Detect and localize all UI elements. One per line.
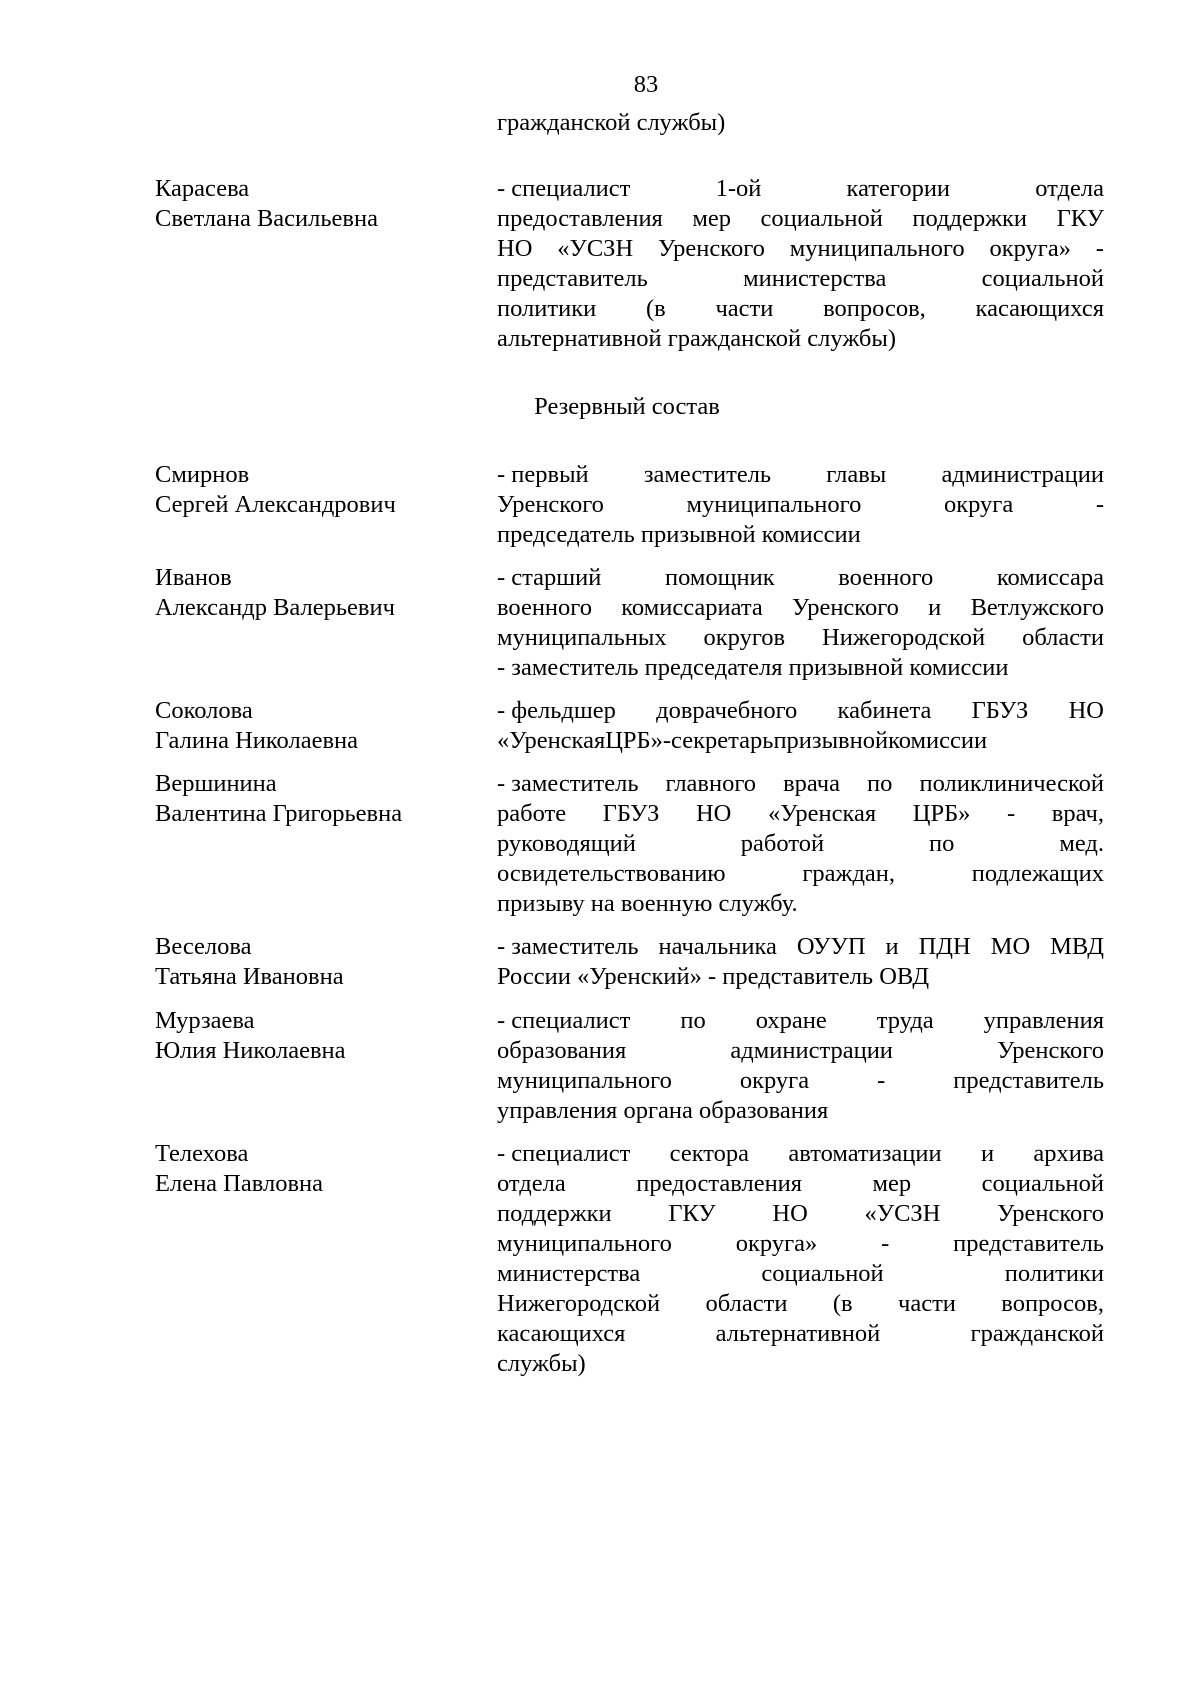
position-word: и [885, 933, 899, 960]
position-word: НО [1068, 697, 1104, 724]
position-word: - старший [497, 564, 602, 591]
position-word: - заместитель председателя призывной комиссии [497, 654, 1009, 681]
member-position [497, 460, 1104, 550]
position-line [497, 726, 1104, 756]
position-word: администрации [730, 1037, 893, 1064]
position-word: касающихся [975, 295, 1104, 322]
position-word: муниципального [497, 1230, 672, 1257]
position-word: секретарь [671, 727, 774, 754]
position-word: гражданской [970, 1320, 1104, 1347]
position-word: «УСЗН [557, 235, 634, 262]
member-name [155, 563, 475, 623]
position-word: - фельдшер [497, 697, 616, 724]
position-line [497, 1229, 1104, 1259]
position-word: работой [740, 830, 825, 857]
position-word: освидетельствованию [497, 860, 726, 887]
position-line [497, 563, 1104, 593]
position-word: министерства [497, 1260, 641, 1287]
position-line [497, 859, 1104, 889]
position-word: ГБУЗ [971, 697, 1029, 724]
position-word: - [877, 1067, 886, 1094]
position-line [497, 1139, 1104, 1169]
position-word: заместитель [643, 461, 772, 488]
position-word: сектора [669, 1140, 750, 1167]
position-word: Нижегородской [822, 624, 986, 651]
position-line [497, 204, 1104, 234]
position-line [497, 1036, 1104, 1066]
member-name [155, 1006, 475, 1066]
position-word: по [929, 830, 955, 857]
position-word: поддержки [912, 205, 1028, 232]
position-line [497, 234, 1104, 264]
position-word: НО [772, 1200, 808, 1227]
position-word: политики [1004, 1260, 1104, 1287]
member-position [497, 1006, 1104, 1126]
position-word: управления органа образования [497, 1097, 829, 1124]
position-line [497, 769, 1104, 799]
position-word: председатель призывной комиссии [497, 521, 861, 548]
position-word: ОУУП [796, 933, 866, 960]
position-word: руководящий [497, 830, 636, 857]
position-word: альтернативной [715, 1320, 881, 1347]
position-line [497, 264, 1104, 294]
position-word: «УСЗН [864, 1200, 941, 1227]
position-word: по [867, 770, 893, 797]
position-line [497, 1006, 1104, 1036]
position-word: предоставления [497, 205, 663, 232]
position-line [497, 653, 1104, 683]
position-line [497, 593, 1104, 623]
position-word: - специалист [497, 1007, 631, 1034]
position-word: части [898, 1290, 956, 1317]
position-word: администрации [941, 461, 1104, 488]
member-position [497, 174, 1104, 354]
position-word: труда [876, 1007, 934, 1034]
position-word: «Уренская [497, 727, 606, 754]
member-surname: Веселова [155, 933, 252, 960]
position-word: ПДН [918, 933, 971, 960]
position-word: - заместитель [497, 770, 639, 797]
position-word: военного [497, 594, 592, 621]
position-line [497, 1096, 1104, 1126]
position-word: граждан, [802, 860, 896, 887]
member-position [497, 1139, 1104, 1379]
position-word: врача [783, 770, 841, 797]
position-word: и [980, 1140, 995, 1167]
position-word: социальной [760, 205, 883, 232]
member-given-name: Юлия Николаевна [155, 1037, 346, 1064]
position-line [497, 889, 1104, 919]
position-word: округов [703, 624, 786, 651]
position-line [497, 520, 1104, 550]
position-line [497, 324, 1104, 354]
position-word: главы [826, 461, 887, 488]
position-word: Уренского [997, 1037, 1104, 1064]
position-word: образования [497, 1037, 627, 1064]
member-surname: Телехова [155, 1140, 249, 1167]
position-line [497, 1169, 1104, 1199]
position-word: Ветлужского [970, 594, 1104, 621]
position-word: призывной [773, 727, 889, 754]
position-word: отдела [497, 1170, 566, 1197]
position-word: социальной [761, 1260, 884, 1287]
position-word: архива [1033, 1140, 1104, 1167]
position-word: поддержки [497, 1200, 612, 1227]
member-position [497, 932, 1104, 992]
position-line [497, 174, 1104, 204]
member-surname: Иванов [155, 564, 232, 591]
position-word: автоматизации [788, 1140, 942, 1167]
member-given-name: Сергей Александрович [155, 491, 396, 518]
member-given-name: Светлана Васильевна [155, 205, 378, 232]
position-line [497, 1319, 1104, 1349]
member-given-name: Елена Павловна [155, 1170, 324, 1197]
position-word: муниципального [686, 491, 862, 518]
position-word: - специалист [497, 1140, 631, 1167]
position-word: округа» [735, 1230, 818, 1257]
member-surname: Мурзаева [155, 1007, 255, 1034]
member-position [497, 769, 1104, 919]
position-line [497, 294, 1104, 324]
position-word: округа [943, 491, 1014, 518]
position-word: ГКУ [668, 1200, 716, 1227]
position-word: социальной [981, 265, 1104, 292]
member-surname: Соколова [155, 697, 253, 724]
position-word: министерства [743, 265, 887, 292]
position-word: вопросов, [1001, 1290, 1104, 1317]
position-word: Уренского [792, 594, 899, 621]
position-word: - [1007, 800, 1016, 827]
position-word: главного [665, 770, 757, 797]
member-name [155, 696, 475, 756]
member-given-name: Валентина Григорьевна [155, 800, 403, 827]
position-word: ГКУ [1056, 205, 1104, 232]
position-line [497, 962, 1104, 992]
page-number: 83 [633, 71, 659, 98]
position-word: подлежащих [971, 860, 1104, 887]
position-word: области [1022, 624, 1104, 651]
position-word: начальника [658, 933, 777, 960]
member-name [155, 460, 475, 520]
position-line [497, 799, 1104, 829]
position-line [497, 1066, 1104, 1096]
continuation-line: гражданской службы) [497, 109, 726, 136]
position-line [497, 1289, 1104, 1319]
position-word: Уренского [657, 235, 765, 262]
position-word: социальной [981, 1170, 1104, 1197]
position-word: кабинета [837, 697, 932, 724]
member-surname: Смирнов [155, 461, 250, 488]
position-word: муниципальных [497, 624, 667, 651]
member-name [155, 769, 475, 829]
position-word: предоставления [636, 1170, 803, 1197]
member-name [155, 174, 475, 234]
position-word: работе [497, 800, 567, 827]
position-line [497, 932, 1104, 962]
position-word: «Уренская [767, 800, 877, 827]
member-name [155, 1139, 475, 1199]
position-line [497, 1349, 1104, 1379]
position-line [497, 460, 1104, 490]
position-word: округа [739, 1067, 810, 1094]
position-word: управления [983, 1007, 1104, 1034]
position-word: альтернативной гражданской службы) [497, 325, 897, 352]
position-line [497, 490, 1104, 520]
position-line [497, 1199, 1104, 1229]
position-word: России «Уренский» - представитель ОВД [497, 963, 930, 990]
position-word: муниципального [789, 235, 965, 262]
position-word: комиссариата [621, 594, 763, 621]
position-word: НО [695, 800, 732, 827]
member-given-name: Татьяна Ивановна [155, 963, 344, 990]
position-line [497, 1259, 1104, 1289]
continuation-text [497, 108, 1104, 138]
position-word: комиссии [888, 727, 988, 754]
position-word: - [1095, 491, 1104, 518]
position-word: - [881, 1230, 890, 1257]
position-word: МО [990, 933, 1031, 960]
member-given-name: Александр Валерьевич [155, 594, 395, 621]
member-name [155, 932, 475, 992]
position-word: категории [846, 175, 951, 202]
position-word: отдела [1035, 175, 1104, 202]
position-line [497, 623, 1104, 653]
reserve-heading: Резервный состав [534, 393, 720, 420]
position-word: и [928, 594, 942, 621]
position-word: доврачебного [656, 697, 798, 724]
member-surname: Карасева [155, 175, 250, 202]
position-word: помощник [665, 564, 775, 591]
position-word: мед. [1059, 830, 1104, 857]
position-word: поликлинической [919, 770, 1104, 797]
position-word: представитель [497, 265, 648, 292]
position-word: НО [497, 235, 533, 262]
position-word: области [705, 1290, 788, 1317]
position-line [497, 696, 1104, 726]
member-position [497, 696, 1104, 756]
position-word: службы) [497, 1350, 586, 1377]
position-word: ЦРБ» [605, 727, 663, 754]
position-word: - заместитель [497, 933, 639, 960]
position-word: касающихся [497, 1320, 626, 1347]
position-word: мер [872, 1170, 912, 1197]
position-word: мер [692, 205, 732, 232]
member-given-name: Галина Николаевна [155, 727, 359, 754]
position-word: врач, [1051, 800, 1104, 827]
position-word: призыву на военную службу. [497, 890, 798, 917]
position-word: муниципального [497, 1067, 672, 1094]
position-word: представитель [953, 1230, 1104, 1257]
position-word: - [1095, 235, 1104, 262]
position-line [497, 829, 1104, 859]
member-surname: Вершинина [155, 770, 277, 797]
position-word: политики [497, 295, 597, 322]
member-position [497, 563, 1104, 683]
position-word: (в [832, 1290, 853, 1317]
position-word: ЦРБ» [912, 800, 971, 827]
position-word: охране [755, 1007, 827, 1034]
position-word: Уренского [997, 1200, 1104, 1227]
position-word: округа» [989, 235, 1071, 262]
position-word: военного [838, 564, 934, 591]
position-word: по [680, 1007, 706, 1034]
position-word: комиссара [996, 564, 1104, 591]
position-word: - [662, 727, 672, 754]
position-word: ГБУЗ [602, 800, 660, 827]
position-word: МВД [1050, 933, 1104, 960]
position-word: Уренского [497, 491, 604, 518]
position-word: 1-ой [715, 175, 762, 202]
position-word: - специалист [497, 175, 631, 202]
position-word: представитель [953, 1067, 1104, 1094]
position-word: вопросов, [823, 295, 926, 322]
position-word: Нижегородской [497, 1290, 661, 1317]
position-word: - первый [497, 461, 589, 488]
position-word: части [715, 295, 774, 322]
position-word: (в [645, 295, 666, 322]
